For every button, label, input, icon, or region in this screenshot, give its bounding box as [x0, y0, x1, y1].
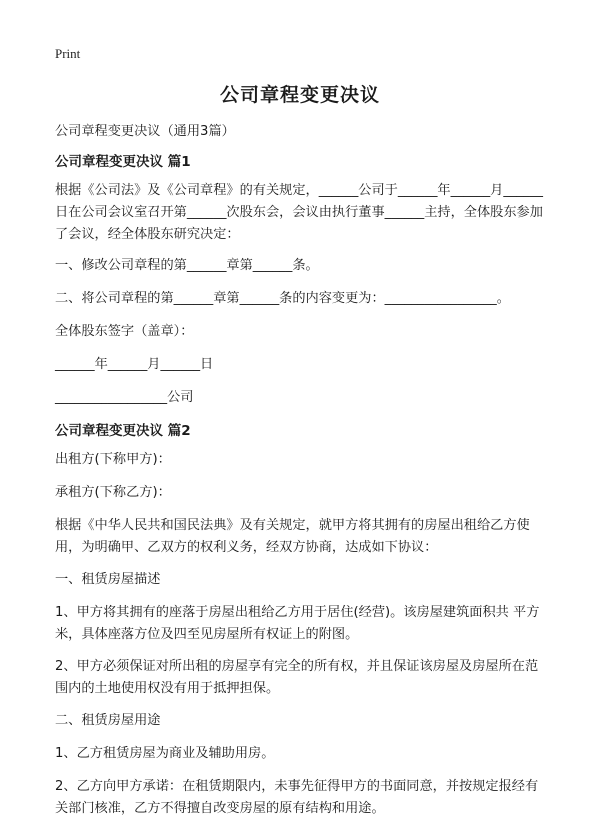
- paragraph-item2: 二、将公司章程的第______章第______条的内容变更为：_________________。: [55, 291, 510, 306]
- section-title-rental-use: 二、租赁房屋用途: [55, 713, 161, 728]
- paragraph-use-2: 2、乙方向甲方承诺：在租赁期限内，未事先征得甲方的书面同意，并按规定报经有关部门核准，乙方不得擅自改变房屋的原有结构和用途。: [55, 779, 539, 816]
- paragraph-rental-1: 1、甲方将其拥有的座落于房屋出租给乙方用于居住(经营)。该房屋建筑面积共 平方米，具体座落方位及四至见房屋所有权证上的附图。: [55, 605, 540, 642]
- paragraph-lessee: 承租方(下称乙方)：: [55, 485, 171, 500]
- paragraph-intro-part2: 根据《中华人民共和国民法典》及有关规定，就甲方将其拥有的房屋出租给乙方使用，为明确甲、乙双方的权利义务，经双方协商，达成如下协议：: [55, 518, 530, 555]
- document-subtitle: 公司章程变更决议（通用3篇）: [55, 124, 235, 139]
- paragraph-intro-part1: 根据《公司法》及《公司章程》的有关规定，______公司于______年______月______日在公司会议室召开第______次股东会，会议由执行董事______主持，全体股东参加了会议，经全体股东研究决定：: [55, 183, 543, 242]
- section-heading-part2: 公司章程变更决议 篇2: [55, 423, 191, 439]
- section-title-rental-description: 一、租赁房屋描述: [55, 572, 161, 587]
- paragraph-item1: 一、修改公司章程的第______章第______条。: [55, 258, 319, 273]
- paragraph-use-1: 1、乙方租赁房屋为商业及辅助用房。: [55, 746, 275, 761]
- section-heading-part1: 公司章程变更决议 篇1: [55, 154, 191, 170]
- paragraph-signature: 全体股东签字（盖章）：: [55, 324, 194, 339]
- paragraph-lessor: 出租方(下称甲方)：: [55, 452, 171, 467]
- paragraph-rental-2: 2、甲方必须保证对所出租的房屋享有完全的所有权，并且保证该房屋及房屋所在范围内的土地使用权没有用于抵押担保。: [55, 659, 539, 696]
- page-title: 公司章程变更决议: [219, 84, 380, 106]
- paragraph-date-line: ______年______月______日: [55, 357, 214, 372]
- document-body: [55, 121, 547, 830]
- paragraph-company-line: _________________公司: [55, 390, 194, 405]
- print-link[interactable]: Print: [55, 46, 81, 61]
